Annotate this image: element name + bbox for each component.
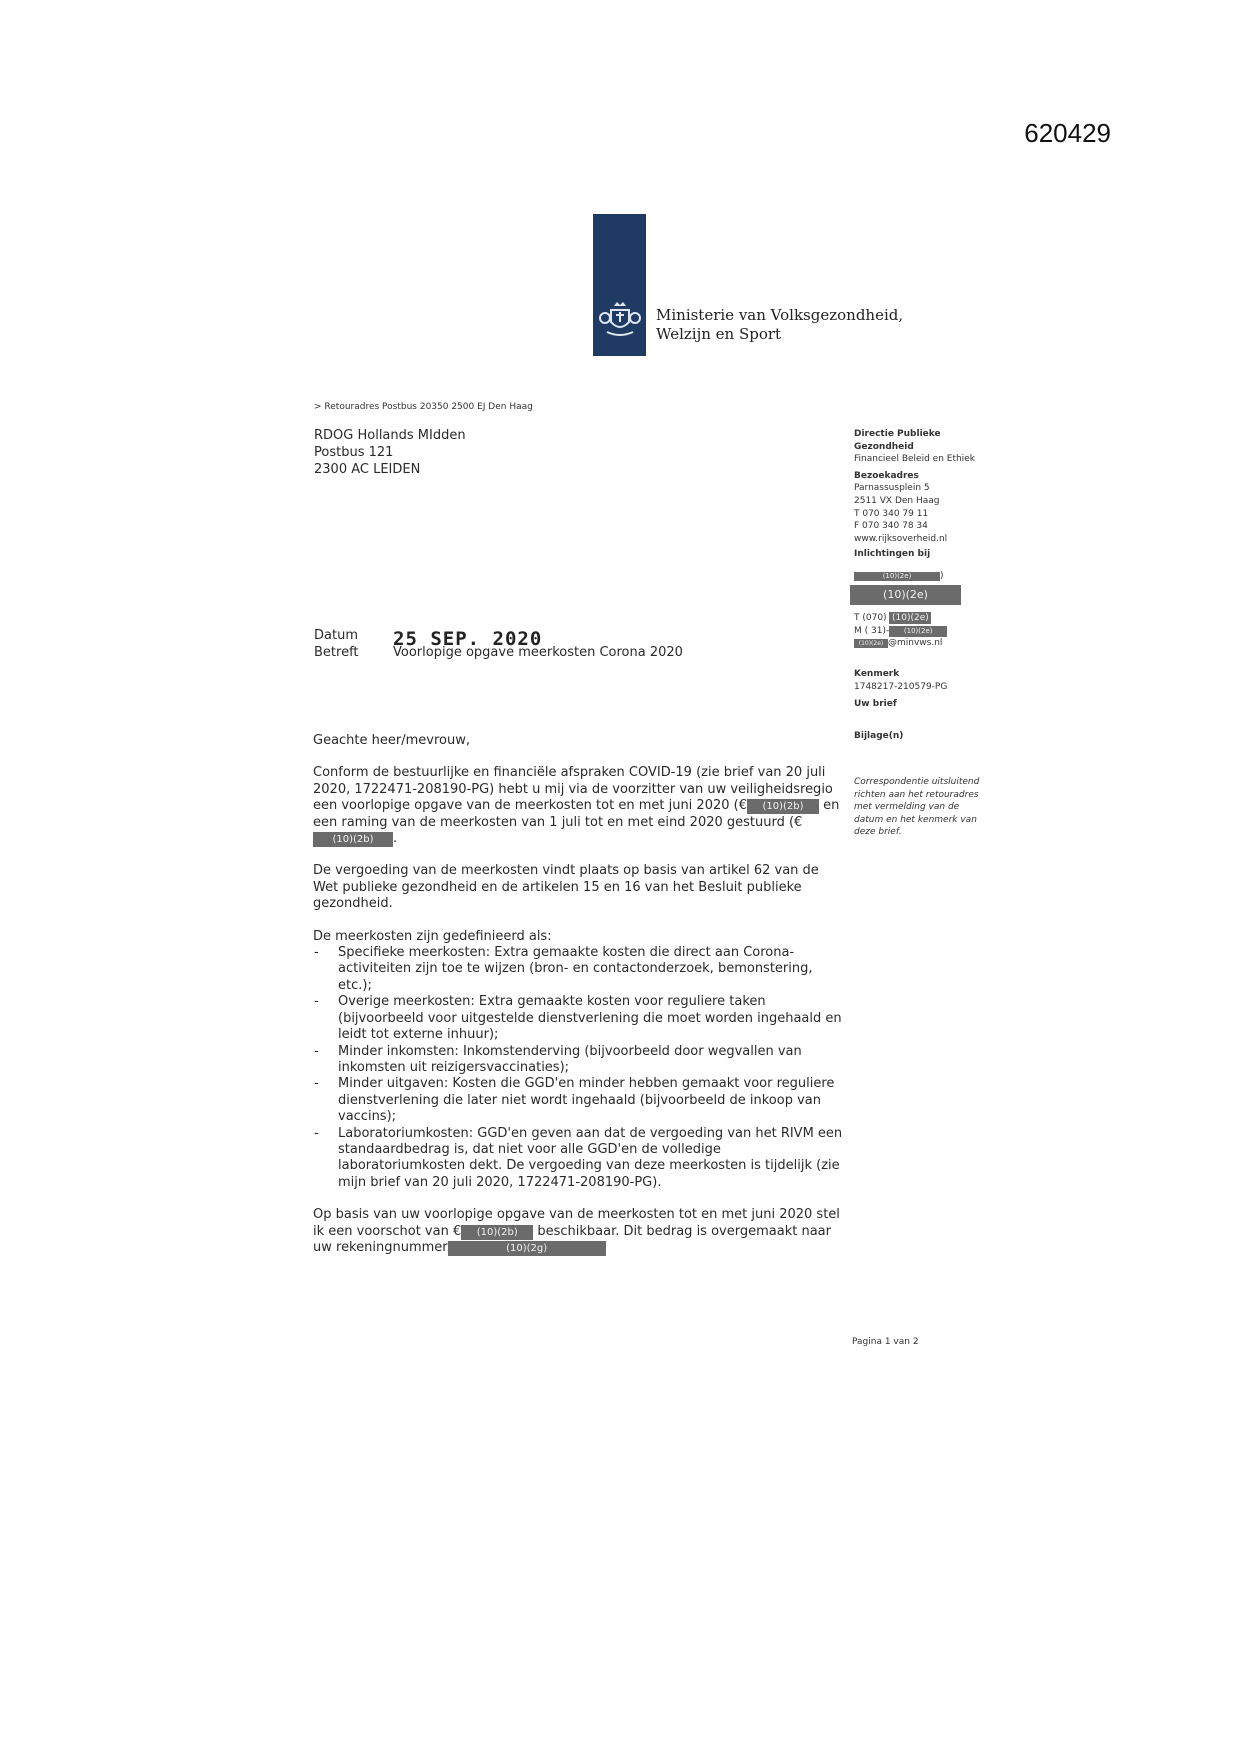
redaction-box: (10)(2e): [889, 612, 931, 624]
redaction-box: (10)(2b): [747, 799, 819, 814]
document-number: 620429: [1024, 118, 1111, 148]
ministry-name: Ministerie van Volksgezondheid, Welzijn en Sport: [656, 306, 904, 343]
reference-block: Kenmerk 1748217-210579-PG Uw brief Bijlage(n): [854, 669, 948, 741]
paragraph-advance: Op basis van uw voorlopige opgave van de meerkosten tot en met juni 2020 stel ik een voorschot van € (10)(2b) beschikbaar. Dit bedrag is overgemaakt naar uw rekeningnummer (10)(2g): [313, 1207, 840, 1255]
redaction-box: (10)(2b): [313, 832, 393, 847]
paragraph-intro: Conform de bestuurlijke en financiële afspraken COVID-19 (zie brief van 20 juli 2020, 1722471-208190-PG) hebt u mij via de voorzitter van uw veiligheidsregio een voorlopige opgave van de meerkosten tot en met juni 2020 (€ (10)(2b) en een raming van de meerkosten van 1 juli tot en met eind 2020 gestuurd (€ (10)(2b) .: [313, 765, 840, 847]
date-stamp: 25 SEP. 2020: [393, 628, 543, 650]
redaction-box: (10)(2e): [854, 639, 888, 648]
betreft-label: Betreft: [314, 645, 359, 660]
paragraph-legal-basis: De vergoeding van de meerkosten vindt plaats op basis van artikel 62 van de Wet publieke gezondheid en de artikelen 15 en 16 van het Besluit publieke gezondheid.: [313, 863, 819, 912]
sidebar-directorate: Directie Publieke Gezondheid Financieel Beleid en Ethiek Bezoekadres Parnassusplein 5 2511 VX Den Haag T 070 340 79 11 F 070 340 78 34 www.rijksoverheid.nl Inlichtingen bij: [854, 429, 975, 560]
coat-of-arms-icon: [597, 296, 643, 342]
page-number: Pagina 1 van 2: [852, 1337, 919, 1347]
subject-line: Voorlopige opgave meerkosten Corona 2020: [393, 645, 683, 660]
contact-name-redaction: [850, 583, 961, 605]
contact-redaction-row: (10)(2e) ): [854, 571, 944, 581]
recipient-address: RDOG Hollands MIdden Postbus 121 2300 AC LEIDEN: [314, 428, 466, 477]
list-item: - Specifieke meerkosten: Extra gemaakte kosten die direct aan Corona-activiteiten zijn toe te wijzen (bron- en contactonderzoek, bemonstering, etc.);: [314, 945, 813, 993]
salutation: Geachte heer/mevrouw,: [313, 733, 470, 748]
redaction-box: (10)(2g): [448, 1241, 606, 1256]
definitions-list: [313, 945, 848, 1191]
letter-body: [313, 733, 848, 1272]
redaction-box: (10)(2e): [889, 626, 947, 637]
redaction-box: (10)(2e): [850, 585, 961, 605]
list-item: - Laboratoriumkosten: GGD'en geven aan dat de vergoeding van het RIVM een standaardbedrag is, dat niet voor alle GGD'en de volledige laboratoriumkosten dekt. De vergoeding van deze meerkosten is tijdelijk (zie mijn brief van 20 juli 2020, 1722471-208190-PG).: [314, 1125, 843, 1190]
list-item: - Minder uitgaven: Kosten die GGD'en minder hebben gemaakt voor reguliere dienstverlening die later niet wordt ingehaald (bijvoorbeeld de inkoop van vaccins);: [314, 1076, 835, 1125]
definitions-intro: De meerkosten zijn gedefinieerd als:: [313, 928, 552, 944]
contact-phone-block: T (070) (10)(2e) M ( 31)- (10)(2e) (10)(2e) @minvws.nl: [854, 612, 947, 650]
correspondence-note: Correspondentie uitsluitend richten aan het retouradres met vermelding van de datum en het kenmerk van deze brief.: [854, 777, 980, 837]
return-address: > Retouradres Postbus 20350 2500 EJ Den Haag: [314, 402, 533, 412]
datum-label: Datum: [314, 628, 358, 643]
list-item: - Minder inkomsten: Inkomstenderving (bijvoorbeeld door wegvallen van inkomsten uit reizigersvaccinaties);: [314, 1043, 802, 1075]
redaction-box: (10)(2b): [461, 1225, 533, 1240]
redaction-box: (10)(2e): [854, 572, 940, 581]
list-item: - Overige meerkosten: Extra gemaakte kosten voor reguliere taken (bijvoorbeeld voor uitgestelde dienstverlening die moet worden ingehaald en leidt tot externe inhuur);: [314, 994, 842, 1043]
